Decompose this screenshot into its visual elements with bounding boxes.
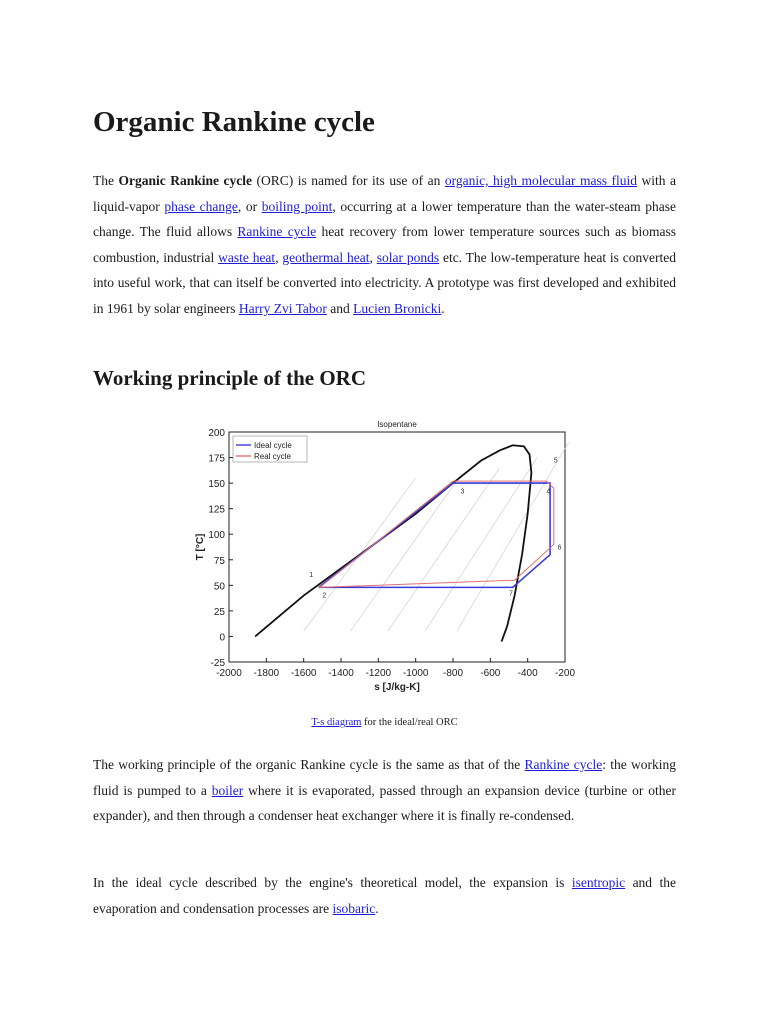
x-tick-label: -800 — [442, 668, 464, 679]
ideal-cycle-paragraph — [93, 870, 676, 921]
y-axis-label: T [°C] — [195, 533, 206, 561]
point-label: 3 — [460, 488, 465, 496]
link-boiler[interactable]: boiler — [211, 782, 244, 798]
link-lucien-bronicki[interactable]: Lucien Bronicki — [353, 300, 442, 316]
intro-text-1: The — [93, 173, 119, 188]
chart-title: Isopentane — [377, 420, 417, 429]
point-label: 4 — [546, 488, 551, 496]
link-rankine-cycle[interactable]: Rankine cycle — [237, 224, 317, 240]
point-label: 7 — [509, 590, 513, 598]
x-tick-label: -1800 — [253, 668, 280, 679]
y-tick-label: 125 — [208, 504, 225, 516]
page-title: Organic Rankine cycle — [93, 106, 375, 138]
x-tick-label: -1400 — [328, 668, 354, 679]
intro-text-9: etc. The low-temperature heat is converted into useful work, that can itself be converted into electricity. A prototype was first developed and exhibited in 1961 by solar engineers — [93, 249, 677, 316]
point-label: 5 — [553, 457, 558, 465]
intro-text-6: heat recovery from lower temperature sources such as biomass combustion, industrial — [93, 224, 677, 265]
intro-text-5: , occurring at a lower temperature than the water-steam phase change. The fluid allows — [93, 198, 676, 240]
working-text-1: The working principle of the organic Rankine cycle is the same as that of the — [93, 757, 525, 772]
intro-text-8: , — [369, 249, 377, 265]
caption-text: for the ideal/real ORC — [361, 717, 458, 728]
point-label: 6 — [557, 544, 562, 552]
x-tick-label: -600 — [480, 668, 501, 679]
plot-frame — [229, 432, 565, 662]
intro-text-11: . — [441, 300, 445, 316]
x-tick-label: -400 — [517, 668, 538, 679]
intro-bold-term: Organic Rankine cycle — [118, 173, 253, 188]
legend-label-1: Real cycle — [254, 452, 291, 461]
link-ts-diagram[interactable]: T-s diagram — [311, 717, 362, 728]
ideal-text-1: In the ideal cycle described by the engine's theoretical model, the expansion is — [93, 875, 572, 890]
x-tick-label: -2000 — [216, 668, 242, 679]
link-phase-change[interactable]: phase change — [164, 198, 238, 214]
y-tick-label: 150 — [208, 479, 225, 491]
y-tick-label: 175 — [208, 453, 225, 465]
y-tick-label: 100 — [208, 530, 225, 542]
x-tick-label: -1000 — [402, 668, 429, 679]
legend-label-0: Ideal cycle — [254, 441, 292, 450]
link-geothermal-heat[interactable]: geothermal heat — [282, 249, 370, 265]
intro-text-10: and — [326, 300, 354, 316]
point-label: 1 — [309, 572, 314, 580]
y-tick-label: 50 — [213, 581, 225, 593]
x-tick-label: -1600 — [290, 668, 317, 679]
link-waste-heat[interactable]: waste heat — [218, 249, 276, 265]
intro-text-7: , — [275, 249, 283, 265]
y-tick-label: 0 — [219, 632, 225, 644]
section-heading: Working principle of the ORC — [93, 366, 367, 390]
intro-text-2: (ORC) is named for its use of an — [252, 173, 445, 188]
ts-diagram-chart — [189, 416, 579, 692]
link-solar-ponds[interactable]: solar ponds — [376, 249, 440, 265]
ts-diagram-figure — [189, 416, 579, 692]
y-tick-label: -25 — [210, 658, 225, 669]
intro-text-4: , or — [237, 198, 262, 214]
x-tick-label: -200 — [554, 668, 576, 679]
link-isentropic[interactable]: isentropic — [571, 875, 626, 890]
point-label: 2 — [322, 592, 327, 600]
x-axis-label: s [J/kg-K] — [374, 682, 420, 692]
working-text-2: : the working fluid is pumped to a — [93, 757, 676, 798]
y-tick-label: 75 — [213, 555, 225, 567]
ideal-text-3: . — [375, 900, 379, 916]
y-tick-label: 200 — [208, 428, 225, 439]
link-harry-zvi-tabor[interactable]: Harry Zvi Tabor — [238, 300, 327, 316]
link-rankine-cycle-2[interactable]: Rankine cycle — [524, 757, 603, 772]
figure-caption — [93, 716, 676, 730]
intro-paragraph — [93, 168, 676, 322]
link-organic-fluid[interactable]: organic, high molecular mass fluid — [444, 173, 637, 188]
working-paragraph — [93, 752, 676, 829]
link-isobaric[interactable]: isobaric — [332, 900, 376, 916]
working-text-3: where it is evaporated, passed through an expansion device (turbine or other expander), and then through a condenser heat exchanger where it is finally re-condensed. — [93, 782, 676, 824]
ideal-text-2: and the evaporation and condensation processes are — [93, 875, 676, 916]
x-tick-label: -1200 — [365, 668, 392, 679]
y-tick-label: 25 — [213, 606, 225, 618]
link-boiling-point[interactable]: boiling point — [261, 198, 333, 214]
intro-text-3: with a liquid-vapor — [93, 173, 676, 214]
